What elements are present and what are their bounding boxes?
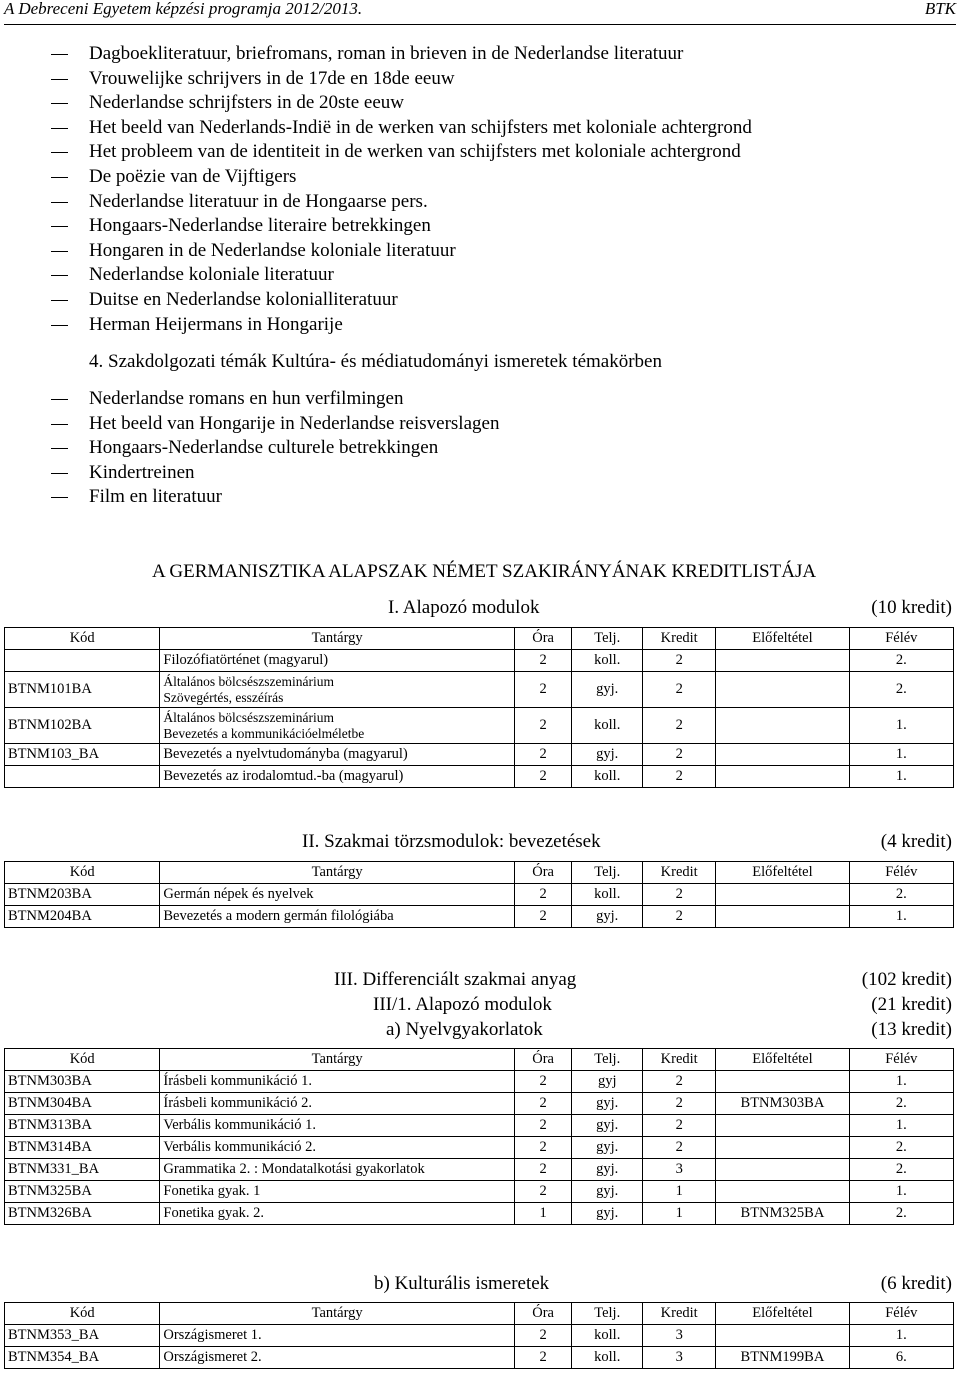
section-title: II. Szakmai törzsmodulok: bevezetések	[302, 831, 601, 852]
list-item: Film en literatuur	[51, 485, 499, 510]
list-item: Het beeld van Nederlands-Indië in de werken van schijfsters met koloniale achtergrond	[51, 116, 752, 141]
subsection-title: a) Nyelvgyakorlatok	[386, 1019, 543, 1040]
table-row: BTNM326BA Fonetika gyak. 2. 1 gyj. 1 BTNM325BA 2.	[5, 1203, 954, 1225]
column-header: Tantárgy	[160, 628, 515, 650]
dash-bullet-icon	[51, 226, 68, 227]
table-row: BTNM353_BA Országismeret 1. 2 koll. 3 1.	[5, 1325, 954, 1347]
dash-bullet-icon	[51, 300, 68, 301]
list-item: Nederlandse koloniale literatuur	[51, 263, 752, 288]
dash-bullet-icon	[51, 251, 68, 252]
dash-bullet-icon	[51, 424, 68, 425]
table-row: Bevezetés az irodalomtud.-ba (magyarul) 2 koll. 2 1.	[5, 766, 954, 788]
list-item: Duitse en Nederlandse kolonialliteratuur	[51, 288, 752, 313]
dash-bullet-icon	[51, 399, 68, 400]
list-item: Het probleem van de identiteit in de werken van schijfsters met koloniale achtergrond	[51, 140, 752, 165]
table-row: BTNM204BA Bevezetés a modern germán filológiába 2 gyj. 2 1.	[5, 906, 954, 928]
column-header: Előfeltétel	[716, 862, 849, 884]
column-header: Előfeltétel	[716, 1049, 849, 1071]
dash-bullet-icon	[51, 325, 68, 326]
section-b-heading	[4, 1272, 952, 1297]
list-item: Dagboekliteratuur, briefromans, roman in brieven in de Nederlandse literatuur	[51, 42, 752, 67]
dash-bullet-icon	[51, 79, 68, 80]
column-header: Telj.	[572, 1303, 643, 1325]
table-row: BTNM325BA Fonetika gyak. 1 2 gyj. 1 1.	[5, 1181, 954, 1203]
dash-bullet-icon	[51, 473, 68, 474]
dash-bullet-icon	[51, 128, 68, 129]
list-item: Nederlandse romans en hun verfilmingen	[51, 387, 499, 412]
subsection-credits: (13 kredit)	[871, 1019, 952, 1040]
dash-bullet-icon	[51, 275, 68, 276]
course-table-cultural-studies	[4, 1302, 954, 1369]
column-header: Félév	[849, 628, 953, 650]
table-row: BTNM102BA Általános bölcsészszeminárium Bevezetés a kommunikációelméletbe 2 koll. 2 1.	[5, 708, 954, 744]
course-table-core-modules	[4, 861, 954, 928]
column-header: Tantárgy	[160, 862, 515, 884]
table-header-row	[5, 862, 954, 884]
list-item: Hongaren in de Nederlandse koloniale literatuur	[51, 239, 752, 264]
list-item: Hongaars-Nederlandse literaire betrekkingen	[51, 214, 752, 239]
column-header: Kód	[5, 1049, 160, 1071]
table-row: BTNM303BA Írásbeli kommunikáció 1. 2 gyj 2 1.	[5, 1071, 954, 1093]
list-item: Kindertreinen	[51, 461, 499, 486]
section-title: I. Alapozó modulok	[388, 597, 540, 618]
course-table-language-practice	[4, 1048, 954, 1225]
column-header: Félév	[849, 1049, 953, 1071]
list-item: De poëzie van de Vijftigers	[51, 165, 752, 190]
column-header: Félév	[849, 862, 953, 884]
list-item: Nederlandse schrijfsters in de 20ste eeuw	[51, 91, 752, 116]
table-row: BTNM313BA Verbális kommunikáció 1. 2 gyj. 2 1.	[5, 1115, 954, 1137]
subsection-credits: (21 kredit)	[871, 994, 952, 1015]
column-header: Kredit	[643, 1049, 716, 1071]
section-credits: (10 kredit)	[871, 597, 952, 618]
column-header: Óra	[514, 628, 571, 650]
header-faculty: BTK	[924, 0, 956, 18]
column-header: Előfeltétel	[716, 1303, 849, 1325]
section-credits: (4 kredit)	[880, 831, 952, 852]
credit-list-title: A GERMANISZTIKA ALAPSZAK NÉMET SZAKIRÁNYÁNAK KREDITLISTÁJA	[151, 561, 817, 582]
column-header: Tantárgy	[160, 1303, 515, 1325]
column-header: Tantárgy	[160, 1049, 515, 1071]
subsection-title: III/1. Alapozó modulok	[373, 994, 552, 1015]
list-item: Nederlandse literatuur in de Hongaarse pers.	[51, 190, 752, 215]
column-header: Óra	[514, 1049, 571, 1071]
table-row: BTNM103_BA Bevezetés a nyelvtudományba (magyarul) 2 gyj. 2 1.	[5, 744, 954, 766]
table-row: BTNM203BA Germán népek és nyelvek 2 koll. 2 2.	[5, 884, 954, 906]
table-row: BTNM101BA Általános bölcsészszeminárium Szövegértés, esszéírás 2 gyj. 2 2.	[5, 672, 954, 708]
section-i-heading	[4, 596, 952, 621]
section-credits: (6 kredit)	[880, 1273, 952, 1294]
table-row: BTNM314BA Verbális kommunikáció 2. 2 gyj. 2 2.	[5, 1137, 954, 1159]
course-table-basic-modules	[4, 627, 954, 788]
column-header: Óra	[514, 1303, 571, 1325]
table-row: BTNM331_BA Grammatika 2. : Mondatalkotási gyakorlatok 2 gyj. 3 2.	[5, 1159, 954, 1181]
table-row: BTNM354_BA Országismeret 2. 2 koll. 3 BTNM199BA 6.	[5, 1347, 954, 1369]
section-title: III. Differenciált szakmai anyag	[334, 969, 577, 990]
column-header: Kredit	[643, 862, 716, 884]
column-header: Kredit	[643, 628, 716, 650]
column-header: Telj.	[572, 1049, 643, 1071]
table-header-row	[5, 628, 954, 650]
list-item: Hongaars-Nederlandse culturele betrekkingen	[51, 436, 499, 461]
column-header: Kód	[5, 862, 160, 884]
thesis-topic-list-literature	[51, 42, 752, 337]
dash-bullet-icon	[51, 103, 68, 104]
column-header: Félév	[849, 1303, 953, 1325]
dash-bullet-icon	[51, 202, 68, 203]
list-item: Het beeld van Hongarije in Nederlandse reisverslagen	[51, 412, 499, 437]
list-item: Vrouwelijke schrijvers in de 17de en 18de eeuw	[51, 67, 752, 92]
section-iii-heading	[4, 968, 952, 1044]
header-title: A Debreceni Egyetem képzési programja 2012/2013.	[4, 0, 363, 18]
column-header: Óra	[514, 862, 571, 884]
section-credits: (102 kredit)	[861, 969, 952, 990]
column-header: Kredit	[643, 1303, 716, 1325]
dash-bullet-icon	[51, 152, 68, 153]
thesis-topic-list-culture	[51, 387, 499, 510]
dash-bullet-icon	[51, 54, 68, 55]
column-header: Telj.	[572, 628, 643, 650]
section-ii-heading	[4, 830, 952, 855]
list-item: Herman Heijermans in Hongarije	[51, 313, 752, 338]
section-4-title: 4. Szakdolgozati témák Kultúra- és médiatudományi ismeretek témakörben	[89, 351, 662, 372]
table-row: BTNM304BA Írásbeli kommunikáció 2. 2 gyj. 2 BTNM303BA 2.	[5, 1093, 954, 1115]
dash-bullet-icon	[51, 177, 68, 178]
section-title: b) Kulturális ismeretek	[374, 1273, 550, 1294]
column-header: Előfeltétel	[716, 628, 849, 650]
table-header-row	[5, 1049, 954, 1071]
column-header: Kód	[5, 1303, 160, 1325]
dash-bullet-icon	[51, 448, 68, 449]
table-row: Filozófiatörténet (magyarul) 2 koll. 2 2.	[5, 650, 954, 672]
page-header	[4, 0, 956, 25]
table-header-row	[5, 1303, 954, 1325]
column-header: Kód	[5, 628, 160, 650]
column-header: Telj.	[572, 862, 643, 884]
dash-bullet-icon	[51, 497, 68, 498]
